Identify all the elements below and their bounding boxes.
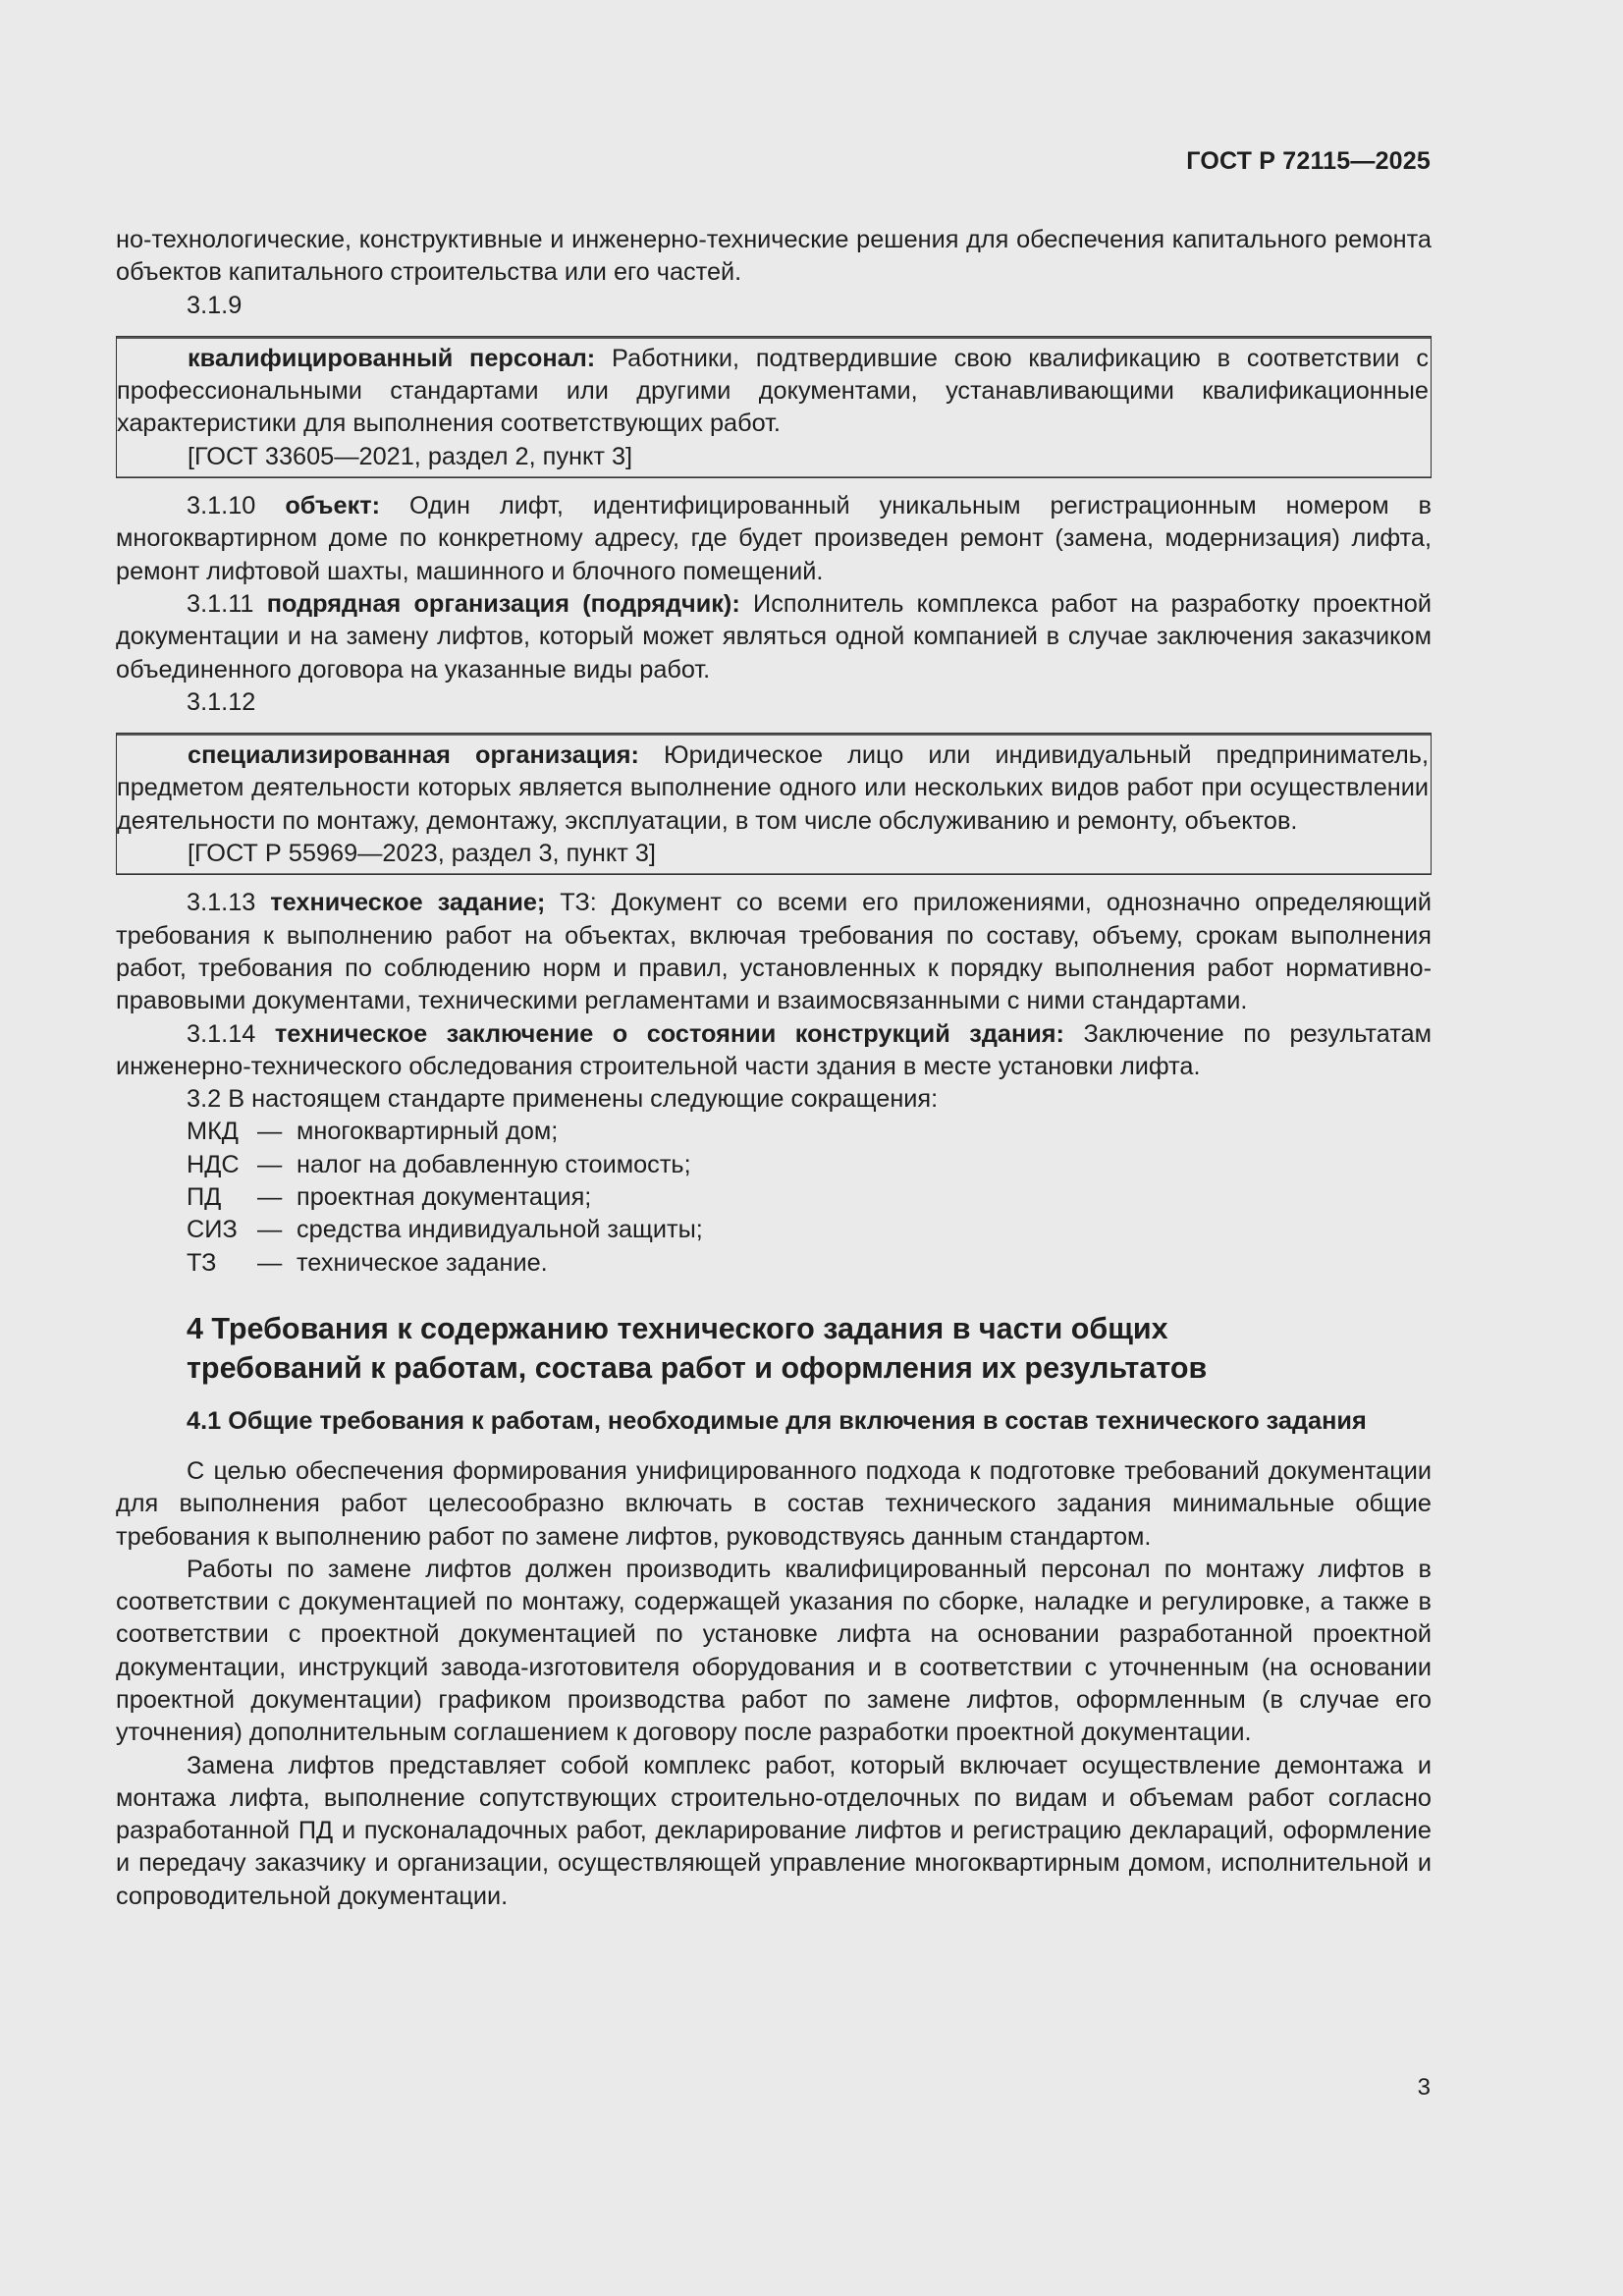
section-4-1-paragraph: Замена лифтов представляет собой комплекс работ, который включает осуществление демонтажа и монтажа лифта, выполнение сопутствующих строительно-отделочных по видам и объемам работ согласно разработанной ПД и пусконаладочных работ, декларирование лифтов и регистрацию деклараций, оформление и передачу заказчику и организации, осуществляющей управление многоквартирным домом, исполнительной и сопроводительной документации.	[116, 1751, 1432, 1910]
abbreviation-desc: проектная документация;	[297, 1183, 592, 1212]
definition-box-3-1-9	[116, 336, 1432, 478]
abbreviation-desc: налог на добавленную стоимость;	[297, 1150, 691, 1178]
abbreviations-list	[116, 1116, 1432, 1279]
section-4-heading	[116, 1309, 1432, 1388]
def-3-1-9-number: 3.1.9	[187, 291, 243, 319]
abbreviation-dash: —	[257, 1118, 283, 1146]
def-3-1-10-term: объект:	[285, 492, 381, 520]
def-3-1-14	[116, 1018, 1432, 1084]
intro-tail-paragraph: но-технологические, конструктивные и инженерно-технические решения для обеспечения капитального ремонта объектов капитального строительства или его частей.	[116, 226, 1432, 287]
section-4-heading-line1: 4 Требования к содержанию технического задания в части общих	[187, 1311, 1168, 1345]
def-3-1-14-text: Заключение по результатам инженерно-технического обследования строительной части здания в месте установки лифта.	[116, 1019, 1433, 1080]
document-id-header: ГОСТ Р 72115—2025	[1186, 147, 1431, 175]
abbreviation-key: СИЗ	[187, 1216, 238, 1244]
section-4-1-heading: 4.1 Общие требования к работам, необходимые для включения в состав технического задания	[187, 1406, 1367, 1435]
def-3-1-12-text: Юридическое лицо или индивидуальный предприниматель, предметом деятельности которых является выполнение одного или нескольких видов работ при осуществлении деятельности по монтажу, демонтажу, эксплуатации, в том числе обслуживанию и ремонту, объектов.	[117, 741, 1429, 835]
abbreviation-key: ПД	[187, 1183, 222, 1212]
section-4-heading-line2: требований к работам, состава работ и оформления их результатов	[187, 1350, 1208, 1385]
def-3-1-9-text: Работники, подтвердившие свою квалификацию в соответствии с профессиональными стандартами или другими документами, устанавливающими квалификационные характеристики для выполнения соответствующих работ.	[117, 344, 1429, 438]
abbreviation-item	[187, 1247, 1432, 1280]
abbreviation-desc: средства индивидуальной защиты;	[297, 1216, 703, 1244]
def-3-1-9-term: квалифицированный персонал:	[188, 344, 596, 372]
def-3-1-10-number: 3.1.10	[187, 492, 256, 520]
def-3-1-11-text: Исполнитель комплекса работ на разработку проектной документации и на замену лифтов, который может являться одной компанией в случае заключения заказчиком объединенного договора на указанные виды работ.	[116, 589, 1432, 683]
abbreviation-dash: —	[257, 1248, 283, 1277]
def-3-1-13	[116, 887, 1432, 1017]
page-number: 3	[1417, 2074, 1431, 2101]
abbreviation-item	[187, 1149, 1432, 1181]
abbreviation-dash: —	[257, 1216, 283, 1244]
def-3-1-10-text: Один лифт, идентифицированный уникальным регистрационным номером в многоквартирном доме по конкретному адресу, где будет произведен ремонт (замена, модернизация) лифта, ремонт лифтовой шахты, машинного и блочного помещений.	[116, 492, 1432, 585]
def-3-1-9-source: [ГОСТ 33605—2021, раздел 2, пункт 3]	[188, 442, 633, 470]
abbreviation-item	[187, 1116, 1432, 1148]
abbreviation-desc: техническое задание.	[297, 1248, 548, 1277]
abbreviation-item	[187, 1181, 1432, 1214]
definition-box-3-1-12	[116, 733, 1432, 875]
def-3-1-12-number: 3.1.12	[187, 687, 256, 716]
def-3-1-11-number: 3.1.11	[187, 589, 254, 618]
abbreviation-key: НДС	[187, 1150, 240, 1178]
abbreviation-key: МКД	[187, 1118, 239, 1146]
def-3-1-14-term: техническое заключение о состоянии конструкций здания:	[274, 1019, 1064, 1048]
abbreviation-desc: многоквартирный дом;	[297, 1118, 559, 1146]
def-3-1-13-number: 3.1.13	[187, 889, 256, 917]
def-3-1-9-body	[117, 343, 1431, 441]
abbreviation-dash: —	[257, 1183, 283, 1212]
def-3-1-12-body	[117, 739, 1431, 838]
def-3-1-11-term: подрядная организация (подрядчик):	[266, 589, 740, 618]
def-3-1-12-source: [ГОСТ Р 55969—2023, раздел 3, пункт 3]	[188, 840, 656, 868]
abbreviations-intro: 3.2 В настоящем стандарте применены следующие сокращения:	[187, 1085, 939, 1114]
def-3-1-13-text: ТЗ: Документ со всеми его приложениями, однозначно определяющий требования к выполнению работ на объектах, включая требования по составу, объему, срокам выполнения работ, требования по соблюдению норм и правил, установленных к порядку выполнения работ нормативно-правовыми документами, техническими регламентами и взаимосвязанными с ними стандартами.	[116, 889, 1433, 1015]
def-3-1-12-term: специализированная организация:	[188, 741, 639, 770]
page-content	[116, 224, 1432, 1913]
section-4-1-paragraph: Работы по замене лифтов должен производить квалифицированный персонал по монтажу лифтов в соответствии с документацией по монтажу, содержащей указания по сборке, наладке и регулировке, а также в соответствии с проектной документацией по установке лифта на основании разработанной проектной документации, инструкций завода-изготовителя оборудования и в соответствии с уточненным (на основании проектной документации) графиком производства работ по замене лифтов, оформленным (в случае его уточнения) дополнительным соглашением к договору после разработки проектной документации.	[116, 1555, 1432, 1747]
def-3-1-11	[116, 588, 1432, 686]
def-3-1-14-number: 3.1.14	[187, 1019, 256, 1048]
abbreviation-item	[187, 1214, 1432, 1246]
abbreviation-key: ТЗ	[187, 1248, 217, 1277]
def-3-1-10	[116, 490, 1432, 588]
abbreviation-dash: —	[257, 1150, 283, 1178]
section-4-1-paragraph: С целью обеспечения формирования унифицированного подхода к подготовке требований документации для выполнения работ целесообразно включать в состав технического задания минимальные общие требования к выполнению работ по замене лифтов, руководствуясь данным стандартом.	[116, 1456, 1432, 1551]
def-3-1-13-term: техническое задание;	[270, 889, 546, 917]
